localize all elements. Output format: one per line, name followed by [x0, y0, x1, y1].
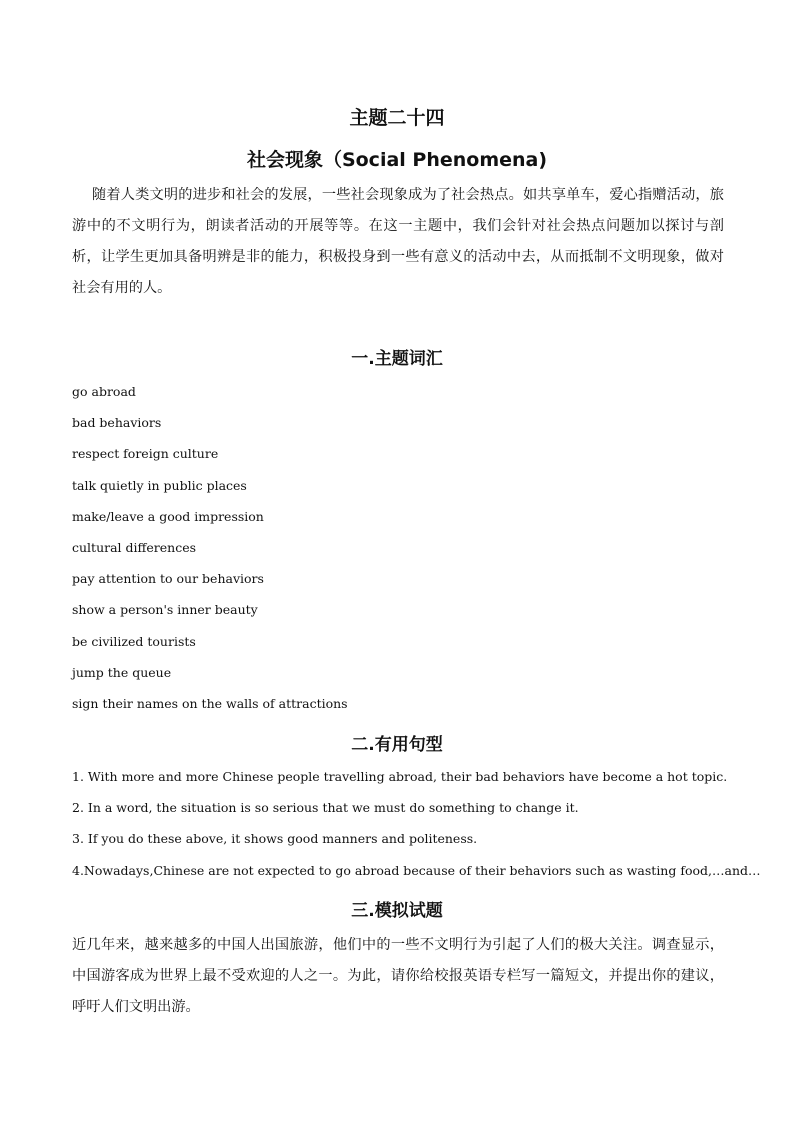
vocab-heading: 一.主题词汇 [351, 349, 443, 369]
vocab-item: respect foreign culture [72, 446, 219, 462]
vocab-list [72, 380, 348, 723]
document-title: 主题二十四 [349, 107, 445, 129]
sentence-item: 4.Nowadays,Chinese are not expected to go abroad because of their behaviors such as wasting food,…and… [72, 862, 761, 878]
vocab-item: go abroad [72, 384, 136, 399]
vocab-item: make/leave a good impression [72, 508, 264, 524]
sentence-item: 2. In a word, the situation is so serious that we must do something to change it. [72, 800, 579, 816]
intro-paragraph: 随着人类文明的进步和社会的发展，一些社会现象成为了社会热点。如共享单车，爱心指赠活动，旅游中的不文明行为，朗读者活动的开展等等。在这一主题中，我们会针对社会热点问题加以探讨与剖析，让学生更加具备明辨是非的能力，积极投身到一些有意义的活动中去，从而抵制不文明现象，做对社会有用的人。 [72, 187, 724, 296]
vocab-item: sign their names on the walls of attractions [72, 695, 348, 711]
vocab-item: jump the queue [72, 664, 172, 680]
vocab-item: talk quietly in public places [72, 477, 247, 493]
exam-heading: 三.模拟试题 [351, 901, 443, 921]
vocab-item: show a person's inner beauty [72, 602, 258, 618]
vocab-item: bad behaviors [72, 415, 162, 431]
exam-paragraph: 近几年来，越来越多的中国人出国旅游，他们中的一些不文明行为引起了人们的极大关注。调查显示，中国游客成为世界上最不受欢迎的人之一。为此，请你给校报英语专栏写一篇短文，并提出你的建议，呼吁人们文明出游。 [72, 937, 724, 1015]
sentences-heading: 二.有用句型 [351, 735, 443, 755]
document-subtitle: 社会现象（Social Phenomena) [246, 149, 548, 171]
sentence-list [72, 765, 761, 890]
vocab-item: be civilized tourists [72, 633, 196, 649]
vocab-item: cultural differences [72, 539, 197, 555]
vocab-item: pay attention to our behaviors [72, 571, 264, 587]
sentence-item: 1. With more and more Chinese people travelling abroad, their bad behaviors have become a hot topic. [72, 769, 728, 784]
sentence-item: 3. If you do these above, it shows good manners and politeness. [72, 831, 478, 847]
